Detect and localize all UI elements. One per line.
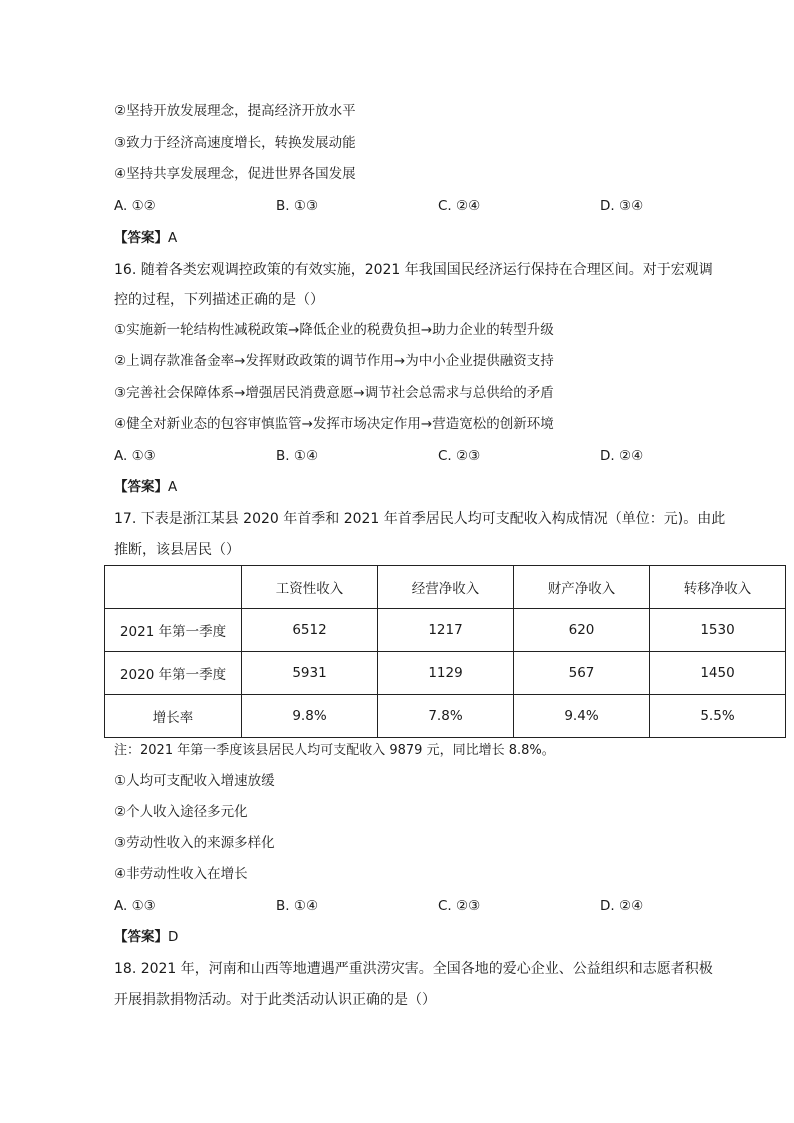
table-row bbox=[105, 695, 786, 738]
q17-stem-line-1: 17. 下表是浙江某县 2020 年首季和 2021 年首季居民人均可支配收入构成情况（单位：元)。由此 bbox=[114, 511, 726, 527]
table-cell: 5931 bbox=[242, 652, 378, 695]
q16-answer bbox=[114, 477, 177, 497]
q17-option-c: C. ②③ bbox=[438, 898, 481, 914]
answer-label: 【答案】 bbox=[114, 929, 168, 945]
q17-answer bbox=[114, 927, 178, 947]
table-cell: 620 bbox=[514, 609, 650, 652]
q15-option-d: D. ③④ bbox=[600, 198, 644, 214]
table-cell: 7.8% bbox=[378, 695, 514, 738]
q15-answer bbox=[114, 228, 177, 248]
table-header-cell bbox=[105, 566, 242, 609]
table-header-cell: 转移净收入 bbox=[650, 566, 786, 609]
q18-stem-line-1: 18. 2021 年，河南和山西等地遭遇严重洪涝灾害。全国各地的爱心企业、公益组织和志愿者积极 bbox=[114, 961, 713, 977]
table-cell: 5.5% bbox=[650, 695, 786, 738]
answer-label: 【答案】 bbox=[114, 230, 168, 246]
table-cell: 567 bbox=[514, 652, 650, 695]
q17-statement-2: ②个人收入途径多元化 bbox=[114, 804, 248, 820]
q17-statement-1: ①人均可支配收入增速放缓 bbox=[114, 773, 275, 789]
table-header-row bbox=[105, 566, 786, 609]
table-cell: 1530 bbox=[650, 609, 786, 652]
q15-option-c: C. ②④ bbox=[438, 198, 481, 214]
table-cell: 2020 年第一季度 bbox=[105, 652, 242, 695]
q15-statement-3: ③致力于经济高速度增长，转换发展动能 bbox=[114, 135, 356, 151]
q16-option-a: A. ①③ bbox=[114, 448, 156, 464]
table-header-cell: 经营净收入 bbox=[378, 566, 514, 609]
income-table bbox=[104, 565, 786, 738]
table-cell: 2021 年第一季度 bbox=[105, 609, 242, 652]
q15-statement-4: ④坚持共享发展理念，促进世界各国发展 bbox=[114, 166, 356, 182]
q17-statement-4: ④非劳动性收入在增长 bbox=[114, 866, 248, 882]
table-header-cell: 财产净收入 bbox=[514, 566, 650, 609]
q17-option-b: B. ①④ bbox=[276, 898, 319, 914]
q17-table-note: 注：2021 年第一季度该县居民人均可支配收入 9879 元，同比增长 8.8%。 bbox=[114, 743, 555, 758]
answer-value: D bbox=[168, 929, 179, 945]
table-cell: 1217 bbox=[378, 609, 514, 652]
q15-option-a: A. ①② bbox=[114, 198, 156, 214]
q16-stem-line-1: 16. 随着各类宏观调控政策的有效实施，2021 年我国国民经济运行保持在合理区间。对于宏观调 bbox=[114, 262, 713, 278]
q17-stem-line-2: 推断，该县居民（） bbox=[114, 542, 240, 558]
q16-option-b: B. ①④ bbox=[276, 448, 319, 464]
q16-stem-line-2: 控的过程，下列描述正确的是（） bbox=[114, 292, 324, 308]
q17-statement-3: ③劳动性收入的来源多样化 bbox=[114, 835, 275, 851]
table-cell: 1450 bbox=[650, 652, 786, 695]
table-cell: 1129 bbox=[378, 652, 514, 695]
q17-option-d: D. ②④ bbox=[600, 898, 644, 914]
table-header-cell: 工资性收入 bbox=[242, 566, 378, 609]
q16-option-c: C. ②③ bbox=[438, 448, 481, 464]
q16-statement-2: ②上调存款准备金率→发挥财政政策的调节作用→为中小企业提供融资支持 bbox=[114, 353, 554, 369]
q18-stem-line-2: 开展捐款捐物活动。对于此类活动认识正确的是（） bbox=[114, 992, 436, 1008]
table-cell: 9.4% bbox=[514, 695, 650, 738]
table-cell: 6512 bbox=[242, 609, 378, 652]
answer-value: A bbox=[168, 230, 178, 246]
q15-statement-2: ②坚持开放发展理念，提高经济开放水平 bbox=[114, 103, 356, 119]
table-cell: 9.8% bbox=[242, 695, 378, 738]
table-row bbox=[105, 609, 786, 652]
q15-option-b: B. ①③ bbox=[276, 198, 319, 214]
q17-option-a: A. ①③ bbox=[114, 898, 156, 914]
answer-value: A bbox=[168, 479, 178, 495]
table-cell: 增长率 bbox=[105, 695, 242, 738]
answer-label: 【答案】 bbox=[114, 479, 168, 495]
q16-statement-3: ③完善社会保障体系→增强居民消费意愿→调节社会总需求与总供给的矛盾 bbox=[114, 385, 554, 401]
q16-statement-4: ④健全对新业态的包容审慎监管→发挥市场决定作用→营造宽松的创新环境 bbox=[114, 416, 554, 432]
q16-option-d: D. ②④ bbox=[600, 448, 644, 464]
table-row bbox=[105, 652, 786, 695]
q16-statement-1: ①实施新一轮结构性减税政策→降低企业的税费负担→助力企业的转型升级 bbox=[114, 322, 554, 338]
